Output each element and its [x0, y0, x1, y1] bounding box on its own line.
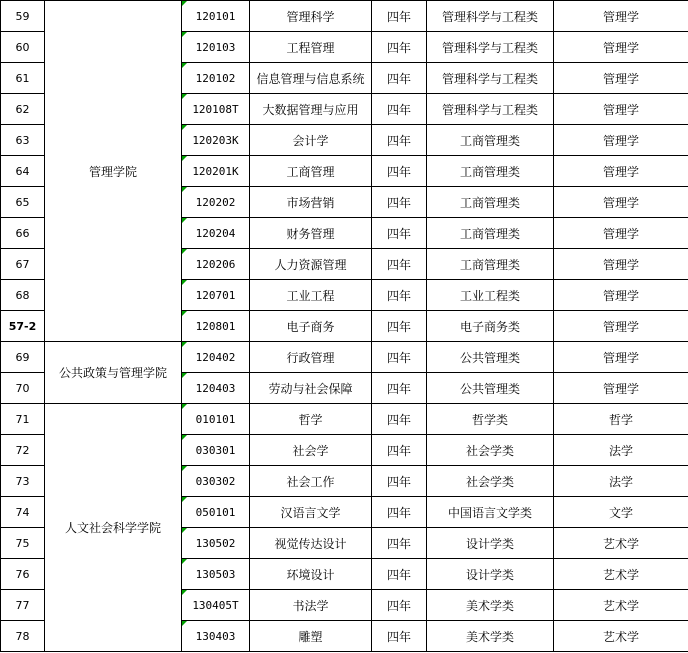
seq-cell: 71	[1, 404, 45, 435]
seq-cell: 57-2	[1, 311, 45, 342]
seq-cell: 69	[1, 342, 45, 373]
discipline-cell: 管理学	[554, 94, 688, 125]
seq-cell: 62	[1, 94, 45, 125]
discipline-cell: 管理学	[554, 280, 688, 311]
major-code-cell: 130503	[182, 559, 250, 590]
major-code-cell: 120206	[182, 249, 250, 280]
category-cell: 管理科学与工程类	[427, 32, 554, 63]
category-cell: 社会学类	[427, 466, 554, 497]
category-cell: 工商管理类	[427, 249, 554, 280]
category-cell: 社会学类	[427, 435, 554, 466]
seq-cell: 60	[1, 32, 45, 63]
major-name-cell: 大数据管理与应用	[250, 94, 372, 125]
major-code-cell: 030302	[182, 466, 250, 497]
college-cell: 管理学院	[45, 1, 182, 342]
duration-cell: 四年	[372, 1, 427, 32]
major-code-cell: 130405T	[182, 590, 250, 621]
major-code-cell: 120102	[182, 63, 250, 94]
major-name-cell: 市场营销	[250, 187, 372, 218]
duration-cell: 四年	[372, 63, 427, 94]
seq-cell: 67	[1, 249, 45, 280]
table-row	[1, 342, 688, 373]
duration-cell: 四年	[372, 621, 427, 652]
college-cell: 公共政策与管理学院	[45, 342, 182, 404]
major-name-cell: 雕塑	[250, 621, 372, 652]
major-name-cell: 社会学	[250, 435, 372, 466]
discipline-cell: 文学	[554, 497, 688, 528]
discipline-cell: 管理学	[554, 156, 688, 187]
discipline-cell: 艺术学	[554, 590, 688, 621]
category-cell: 工业工程类	[427, 280, 554, 311]
category-cell: 管理科学与工程类	[427, 94, 554, 125]
major-code-cell: 120402	[182, 342, 250, 373]
major-name-cell: 视觉传达设计	[250, 528, 372, 559]
category-cell: 管理科学与工程类	[427, 63, 554, 94]
category-cell: 工商管理类	[427, 218, 554, 249]
duration-cell: 四年	[372, 156, 427, 187]
seq-cell: 61	[1, 63, 45, 94]
discipline-cell: 管理学	[554, 249, 688, 280]
category-cell: 公共管理类	[427, 373, 554, 404]
category-cell: 工商管理类	[427, 125, 554, 156]
major-code-cell: 120701	[182, 280, 250, 311]
discipline-cell: 法学	[554, 466, 688, 497]
major-name-cell: 电子商务	[250, 311, 372, 342]
duration-cell: 四年	[372, 218, 427, 249]
major-code-cell: 050101	[182, 497, 250, 528]
major-name-cell: 信息管理与信息系统	[250, 63, 372, 94]
major-code-cell: 030301	[182, 435, 250, 466]
duration-cell: 四年	[372, 249, 427, 280]
category-cell: 工商管理类	[427, 156, 554, 187]
major-name-cell: 环境设计	[250, 559, 372, 590]
category-cell: 中国语言文学类	[427, 497, 554, 528]
seq-cell: 68	[1, 280, 45, 311]
major-code-cell: 120204	[182, 218, 250, 249]
discipline-cell: 管理学	[554, 311, 688, 342]
duration-cell: 四年	[372, 466, 427, 497]
seq-cell: 78	[1, 621, 45, 652]
duration-cell: 四年	[372, 280, 427, 311]
category-cell: 哲学类	[427, 404, 554, 435]
major-name-cell: 行政管理	[250, 342, 372, 373]
duration-cell: 四年	[372, 94, 427, 125]
duration-cell: 四年	[372, 187, 427, 218]
major-code-cell: 120103	[182, 32, 250, 63]
discipline-cell: 管理学	[554, 342, 688, 373]
category-cell: 电子商务类	[427, 311, 554, 342]
category-cell: 设计学类	[427, 559, 554, 590]
discipline-cell: 管理学	[554, 32, 688, 63]
major-name-cell: 人力资源管理	[250, 249, 372, 280]
duration-cell: 四年	[372, 32, 427, 63]
major-name-cell: 会计学	[250, 125, 372, 156]
major-name-cell: 工商管理	[250, 156, 372, 187]
category-cell: 美术学类	[427, 621, 554, 652]
seq-cell: 72	[1, 435, 45, 466]
discipline-cell: 管理学	[554, 187, 688, 218]
major-code-cell: 120101	[182, 1, 250, 32]
major-name-cell: 劳动与社会保障	[250, 373, 372, 404]
major-name-cell: 哲学	[250, 404, 372, 435]
category-cell: 管理科学与工程类	[427, 1, 554, 32]
discipline-cell: 管理学	[554, 218, 688, 249]
major-name-cell: 管理科学	[250, 1, 372, 32]
discipline-cell: 艺术学	[554, 559, 688, 590]
seq-cell: 77	[1, 590, 45, 621]
table-row	[1, 404, 688, 435]
category-cell: 设计学类	[427, 528, 554, 559]
major-code-cell: 120202	[182, 187, 250, 218]
discipline-cell: 管理学	[554, 1, 688, 32]
major-code-cell: 120801	[182, 311, 250, 342]
seq-cell: 66	[1, 218, 45, 249]
discipline-cell: 艺术学	[554, 621, 688, 652]
major-code-cell: 120403	[182, 373, 250, 404]
major-name-cell: 工程管理	[250, 32, 372, 63]
major-name-cell: 书法学	[250, 590, 372, 621]
discipline-cell: 艺术学	[554, 528, 688, 559]
table-row	[1, 1, 688, 32]
seq-cell: 65	[1, 187, 45, 218]
duration-cell: 四年	[372, 125, 427, 156]
category-cell: 美术学类	[427, 590, 554, 621]
duration-cell: 四年	[372, 435, 427, 466]
duration-cell: 四年	[372, 311, 427, 342]
major-code-cell: 130403	[182, 621, 250, 652]
category-cell: 工商管理类	[427, 187, 554, 218]
seq-cell: 75	[1, 528, 45, 559]
duration-cell: 四年	[372, 373, 427, 404]
major-code-cell: 120108T	[182, 94, 250, 125]
discipline-cell: 管理学	[554, 125, 688, 156]
major-name-cell: 社会工作	[250, 466, 372, 497]
duration-cell: 四年	[372, 497, 427, 528]
duration-cell: 四年	[372, 404, 427, 435]
duration-cell: 四年	[372, 590, 427, 621]
major-name-cell: 汉语言文学	[250, 497, 372, 528]
seq-cell: 74	[1, 497, 45, 528]
major-code-cell: 130502	[182, 528, 250, 559]
major-code-cell: 010101	[182, 404, 250, 435]
duration-cell: 四年	[372, 559, 427, 590]
discipline-cell: 管理学	[554, 373, 688, 404]
major-name-cell: 财务管理	[250, 218, 372, 249]
seq-cell: 70	[1, 373, 45, 404]
college-cell: 人文社会科学学院	[45, 404, 182, 652]
duration-cell: 四年	[372, 342, 427, 373]
seq-cell: 59	[1, 1, 45, 32]
major-code-cell: 120203K	[182, 125, 250, 156]
category-cell: 公共管理类	[427, 342, 554, 373]
seq-cell: 64	[1, 156, 45, 187]
seq-cell: 73	[1, 466, 45, 497]
major-code-cell: 120201K	[182, 156, 250, 187]
seq-cell: 63	[1, 125, 45, 156]
seq-cell: 76	[1, 559, 45, 590]
discipline-cell: 哲学	[554, 404, 688, 435]
discipline-cell: 法学	[554, 435, 688, 466]
major-name-cell: 工业工程	[250, 280, 372, 311]
duration-cell: 四年	[372, 528, 427, 559]
discipline-cell: 管理学	[554, 63, 688, 94]
